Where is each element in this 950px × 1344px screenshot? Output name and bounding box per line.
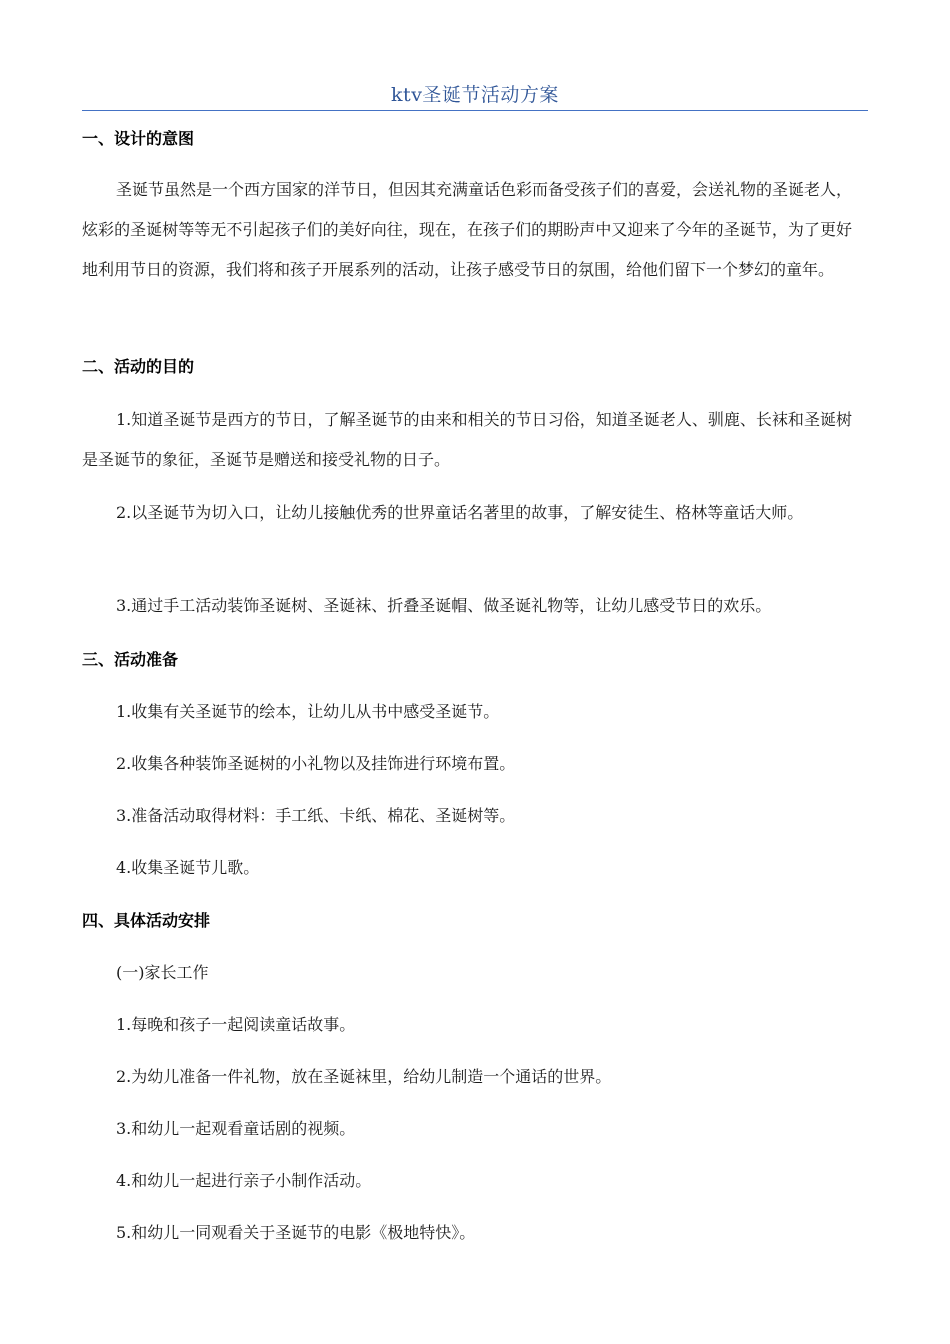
purpose-item-2: 2.以圣诞节为切入口，让幼儿接触优秀的世界童话名著里的故事，了解安徒生、格林等童话大师。 [116,503,804,522]
section-heading-preparation: 三、活动准备 [82,650,179,669]
preparation-item-4: 4.收集圣诞节儿歌。 [116,858,260,877]
preparation-item-1: 1.收集有关圣诞节的绘本，让幼儿从书中感受圣诞节。 [116,702,500,721]
section-intent-paragraph: 圣诞节虽然是一个西方国家的洋节日，但因其充满童话色彩而备受孩子们的喜爱，会送礼物的圣诞老人，炫彩的圣诞树等等无不引起孩子们的美好向往，现在，在孩子们的期盼声中又迎来了今年的圣诞节，为了更好地利用节日的资源，我们将和孩子开展系列的活动，让孩子感受节日的氛围，给他们留下一个梦幻的童年。 [82,180,853,279]
section-heading-schedule: 四、具体活动安排 [82,911,211,930]
section-heading-purpose: 二、活动的目的 [82,357,195,376]
parents-item-5: 5.和幼儿一同观看关于圣诞节的电影《极地特快》。 [116,1223,476,1242]
section-heading-intent: 一、设计的意图 [82,129,195,148]
parents-item-3: 3.和幼儿一起观看童话剧的视频。 [116,1119,356,1138]
purpose-item-3: 3.通过手工活动装饰圣诞树、圣诞袜、折叠圣诞帽、做圣诞礼物等，让幼儿感受节日的欢乐。 [116,596,772,615]
schedule-subheading-parents: (一)家长工作 [116,963,209,982]
parents-item-2: 2.为幼儿准备一件礼物，放在圣诞袜里，给幼儿制造一个通话的世界。 [116,1067,612,1086]
document-title: ktv圣诞节活动方案 [391,84,559,106]
preparation-item-3: 3.准备活动取得材料：手工纸、卡纸、棉花、圣诞树等。 [116,806,516,825]
preparation-item-2: 2.收集各种装饰圣诞树的小礼物以及挂饰进行环境布置。 [116,754,516,773]
parents-item-4: 4.和幼儿一起进行亲子小制作活动。 [116,1171,372,1190]
title-underline [82,110,868,111]
parents-item-1: 1.每晚和孩子一起阅读童话故事。 [116,1015,356,1034]
purpose-item-1: 1.知道圣诞节是西方的节日，了解圣诞节的由来和相关的节日习俗，知道圣诞老人、驯鹿、长袜和圣诞树是圣诞节的象征，圣诞节是赠送和接受礼物的日子。 [82,410,852,469]
